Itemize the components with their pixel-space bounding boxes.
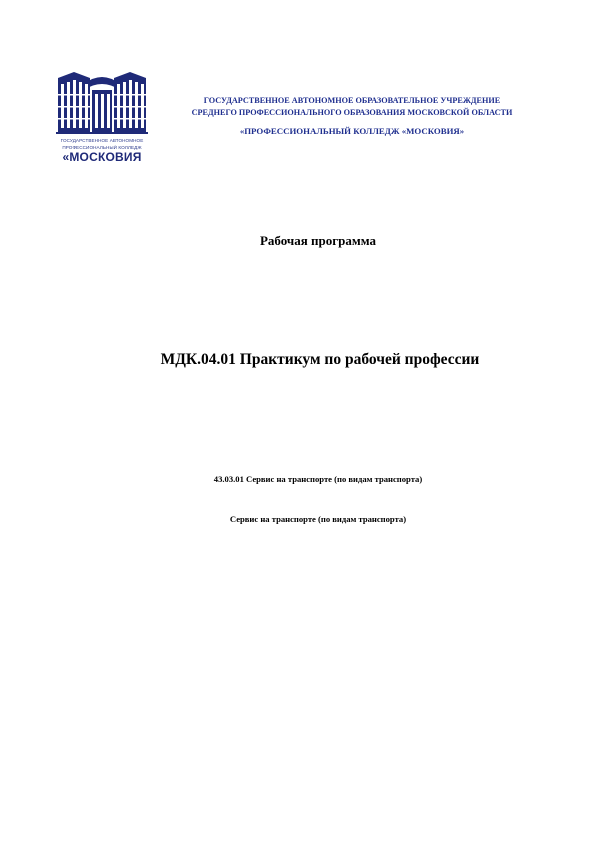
org-name-line1: ГОСУДАРСТВЕННОЕ АВТОНОМНОЕ ОБРАЗОВАТЕЛЬНОЕ УЧРЕЖДЕНИЕ xyxy=(203,96,501,105)
logo-caption-line2: ПРОФЕССИОНАЛЬНЫЙ КОЛЛЕДЖ xyxy=(62,145,142,150)
college-building-icon xyxy=(54,68,150,140)
logo-name: «МОСКОВИЯ xyxy=(62,150,142,164)
org-name-line3: «ПРОФЕССИОНАЛЬНЫЙ КОЛЛЕДЖ «МОСКОВИЯ» xyxy=(239,126,465,136)
document-type: Рабочая программа xyxy=(259,233,377,248)
course-title: МДК.04.01 Практикум по рабочей профессии xyxy=(160,351,480,368)
profile-line: Сервис на транспорте (по видам транспорта) xyxy=(229,514,407,524)
specialty-line: 43.03.01 Сервис на транспорте (по видам транспорта) xyxy=(213,474,423,484)
org-name-line2: СРЕДНЕГО ПРОФЕССИОНАЛЬНОГО ОБРАЗОВАНИЯ МОСКОВСКОЙ ОБЛАСТИ xyxy=(191,108,513,117)
logo-caption-line1: ГОСУДАРСТВЕННОЕ АВТОНОМНОЕ xyxy=(60,138,144,143)
college-logo xyxy=(54,68,150,168)
